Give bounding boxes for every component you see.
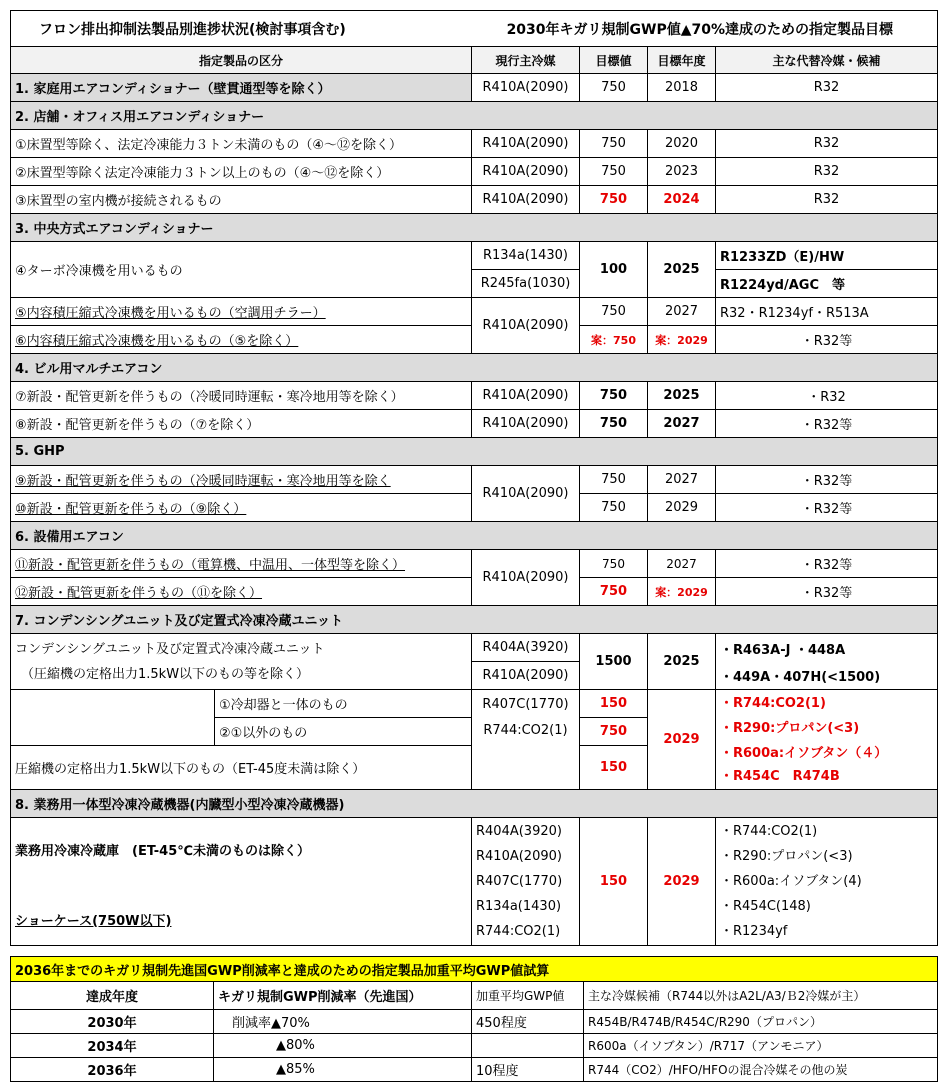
s5-r9-label xyxy=(10,466,472,494)
s1-label: 1. 家庭用エアコンディショナー（壁貫通型等を除く） xyxy=(10,74,472,102)
s1-year: 2018 xyxy=(648,74,716,102)
s5-r10-year: 2029 xyxy=(648,494,716,522)
s4-heading: 4. ビル用マルチエアコン xyxy=(10,354,938,382)
s8-year: 2029 xyxy=(648,818,716,946)
s2-r2-ref: R410A(2090) xyxy=(472,158,580,186)
header-category: 指定製品の区分 xyxy=(10,47,472,74)
s2-r1-ref: R410A(2090) xyxy=(472,130,580,158)
bottom-row1-year: 2034年 xyxy=(10,1034,214,1058)
bottom-row0-rate: 削減率▲70% xyxy=(214,1010,472,1034)
s5-r10-label xyxy=(10,494,472,522)
s2-r1-alt: R32 xyxy=(716,130,938,158)
s4-r7-value: 750 xyxy=(580,382,648,410)
bottom-row1-avg xyxy=(472,1034,584,1058)
bottom-banner: 2036年までのキガリ規制先進国GWP削減率と達成のための指定製品加重平均GWP値試算 xyxy=(10,956,938,982)
s2-r2-value: 750 xyxy=(580,158,648,186)
header-target-value: 目標値 xyxy=(580,47,648,74)
bottom-h-year: 達成年度 xyxy=(10,982,214,1010)
s6-r11-label xyxy=(10,550,472,578)
s4-r8-alt: ・R32等 xyxy=(716,410,938,438)
s3-r5-label-text: ⑤内容積圧縮式冷凍機を用いるもの（空調用チラー） xyxy=(15,306,326,321)
s3-r5-alt: R32・R1234yf・R513A xyxy=(716,298,938,326)
s7-alt5: ・R600a:イソブタン（４） xyxy=(720,746,888,761)
s2-r3-ref: R410A(2090) xyxy=(472,186,580,214)
s8-ref-3: R134a(1430) xyxy=(476,899,562,914)
s3-r4-label: ④ターボ冷凍機を用いるもの xyxy=(10,242,472,298)
s5-ref: R410A(2090) xyxy=(472,466,580,522)
s6-r11-label-text: ⑪新設・配管更新を伴うもの（電算機、中温用、一体型等を除く） xyxy=(15,558,406,573)
s7-main-label xyxy=(10,634,472,690)
bottom-h-rate: キガリ規制GWP削減率（先進国） xyxy=(214,982,472,1010)
s5-r10-alt: ・R32等 xyxy=(716,494,938,522)
s2-r3-alt: R32 xyxy=(716,186,938,214)
s2-r2-year: 2023 xyxy=(648,158,716,186)
s8-alt-0: ・R744:CO2(1) xyxy=(720,824,818,839)
s3-r5-label xyxy=(10,298,472,326)
s8-alt-2: ・R600a:イソブタン(4) xyxy=(720,874,862,889)
s3-r5-value: 750 xyxy=(580,298,648,326)
s8-value: 150 xyxy=(580,818,648,946)
s3-r4-ref1: R134a(1430) xyxy=(472,242,580,270)
sheet-title-bar xyxy=(10,10,938,47)
s3-r5-year: 2027 xyxy=(648,298,716,326)
s5-r10-label-text: ⑩新設・配管更新を伴うもの（⑨除く） xyxy=(15,502,247,517)
s6-r11-year: 2027 xyxy=(648,550,716,578)
s8-ref-1: R410A(2090) xyxy=(476,849,562,864)
s2-r3-year: 2024 xyxy=(648,186,716,214)
s8-alt-1: ・R290:プロパン(<3) xyxy=(720,849,853,864)
s3-r6-label xyxy=(10,326,472,354)
s8-alt-3: ・R454C(148) xyxy=(720,899,811,914)
s6-r11-value: 750 xyxy=(580,550,648,578)
s2-r1-year: 2020 xyxy=(648,130,716,158)
s5-r9-year: 2027 xyxy=(648,466,716,494)
s3-r6-year: 案：2029 xyxy=(648,326,716,354)
s6-r12-alt: ・R32等 xyxy=(716,578,938,606)
s8-refs xyxy=(472,818,580,946)
s8-alts xyxy=(716,818,938,946)
s4-r7-year: 2025 xyxy=(648,382,716,410)
title-left: フロン排出抑制法製品別進捗状況(検討事項含む) xyxy=(39,21,346,38)
s6-ref: R410A(2090) xyxy=(472,550,580,606)
s7-sub-spacer xyxy=(10,690,214,746)
s6-r12-label xyxy=(10,578,472,606)
s7-alt2: ・449A・407H(<1500) xyxy=(716,662,938,690)
s6-r12-label-text: ⑫新設・配管更新を伴うもの（⑪を除く） xyxy=(15,586,263,601)
s6-r12-year: 案：2029 xyxy=(648,578,716,606)
s3-r6-value: 案：750 xyxy=(580,326,648,354)
s7-small-value: 150 xyxy=(580,746,648,790)
s5-r9-label-text: ⑨新設・配管更新を伴うもの（冷暖同時運転・寒冷地用等を除く xyxy=(15,474,391,489)
s5-r10-value: 750 xyxy=(580,494,648,522)
s8-ref-0: R404A(3920) xyxy=(476,824,562,839)
s5-r9-alt: ・R32等 xyxy=(716,466,938,494)
bottom-row2-rate: ▲85% xyxy=(214,1058,472,1082)
s2-r3-label: ③床置型の室内機が接続されるもの xyxy=(10,186,472,214)
s7-main-year: 2025 xyxy=(648,634,716,690)
s1-value: 750 xyxy=(580,74,648,102)
s3-r4-alt1: R1233ZD（E)/HW xyxy=(716,242,938,270)
s7-alt1: ・R463A-J ・448A xyxy=(716,634,938,662)
s4-r8-value: 750 xyxy=(580,410,648,438)
s6-r12-value: 750 xyxy=(580,578,648,606)
s4-r7-ref: R410A(2090) xyxy=(472,382,580,410)
s5-r9-value: 750 xyxy=(580,466,648,494)
s6-heading: 6. 設備用エアコン xyxy=(10,522,938,550)
s1-refrigerant: R410A(2090) xyxy=(472,74,580,102)
s7-ref1: R404A(3920) xyxy=(472,634,580,662)
bottom-row2-avg: 10程度 xyxy=(472,1058,584,1082)
s2-r2-label: ②床置型等除く法定冷凍能力３トン以上のもの（④～⑫を除く） xyxy=(10,158,472,186)
s8-alt-4: ・R1234yf xyxy=(720,924,788,939)
s3-r6-label-text: ⑥内容積圧縮式冷凍機を用いるもの（⑤を除く） xyxy=(15,334,299,349)
header-alternatives: 主な代替冷媒・候補 xyxy=(716,47,938,74)
title-right: 2030年キガリ規制GWP値▲70%達成のための指定製品目標 xyxy=(506,21,893,38)
s8-label2: ショーケース(750W以下) xyxy=(15,914,172,929)
s7-small-label: 圧縮機の定格出力1.5kW以下のもの（ET-45度未満は除く） xyxy=(10,746,472,790)
bottom-row0-avg: 450程度 xyxy=(472,1010,584,1034)
s2-r3-value: 750 xyxy=(580,186,648,214)
header-target-year: 目標年度 xyxy=(648,47,716,74)
s4-r7-alt: ・R32 xyxy=(716,382,938,410)
bottom-h-cand: 主な冷媒候補（R744以外はA2L/A3/Ｂ2冷媒が主） xyxy=(584,982,938,1010)
s7-alt3: ・R744:CO2(1) xyxy=(720,696,826,711)
bottom-row2-cand: R744（CO2）/HFO/HFOの混合冷媒その他の炭 xyxy=(584,1058,938,1082)
s7-ref2: R410A(2090) xyxy=(472,662,580,690)
s2-heading: 2. 店舗・オフィス用エアコンディショナー xyxy=(10,102,938,130)
s8-ref-2: R407C(1770) xyxy=(476,874,563,889)
s1-alt: R32 xyxy=(716,74,938,102)
s7-ref4: R744:CO2(1) xyxy=(472,718,580,790)
bottom-row0-cand: R454B/R474B/R454C/R290（プロパン） xyxy=(584,1010,938,1034)
s3-r6-alt: ・R32等 xyxy=(716,326,938,354)
bottom-row1-rate: ▲80% xyxy=(214,1034,472,1058)
s2-r1-label: ①床置型等除く、法定冷凍能力３トン未満のもの（④～⑫を除く） xyxy=(10,130,472,158)
s3-heading: 3. 中央方式エアコンディショナー xyxy=(10,214,938,242)
s8-labels xyxy=(10,818,472,946)
s7-sub1-label: ①冷却器と一体のもの xyxy=(214,690,472,718)
s6-r11-alt: ・R32等 xyxy=(716,550,938,578)
s3-r56-ref: R410A(2090) xyxy=(472,298,580,354)
s7-sub2-value: 750 xyxy=(580,718,648,746)
bottom-row2-year: 2036年 xyxy=(10,1058,214,1082)
s4-r8-label: ⑧新設・配管更新を伴うもの（⑦を除く） xyxy=(10,410,472,438)
s2-r2-alt: R32 xyxy=(716,158,938,186)
s7-main-value: 1500 xyxy=(580,634,648,690)
s4-r8-year: 2027 xyxy=(648,410,716,438)
s3-r4-value: 100 xyxy=(580,242,648,298)
s8-ref-4: R744:CO2(1) xyxy=(476,924,561,939)
s4-r7-label: ⑦新設・配管更新を伴うもの（冷暖同時運転・寒冷地用等を除く） xyxy=(10,382,472,410)
s5-heading: 5. GHP xyxy=(10,438,938,466)
s8-heading: 8. 業務用一体型冷凍冷蔵機器(内臓型小型冷凍冷蔵機器) xyxy=(10,790,938,818)
s4-r8-ref: R410A(2090) xyxy=(472,410,580,438)
s3-r4-ref2: R245fa(1030) xyxy=(472,270,580,298)
s7-sub-year: 2029 xyxy=(648,690,716,790)
s3-r4-alt2: R1224yd/AGC 等 xyxy=(716,270,938,298)
s7-alt6: ・R454C R474B xyxy=(720,769,840,784)
s7-alt-list xyxy=(716,690,938,790)
s7-alt4: ・R290:プロパン(<3) xyxy=(720,721,860,736)
bottom-h-avg: 加重平均GWP値 xyxy=(472,982,584,1010)
bottom-row0-year: 2030年 xyxy=(10,1010,214,1034)
s2-r1-value: 750 xyxy=(580,130,648,158)
s7-ref3: R407C(1770) xyxy=(472,690,580,718)
s7-main-line2: （圧縮機の定格出力1.5kW以下のもの等を除く） xyxy=(21,666,310,682)
header-refrigerant: 現行主冷媒 xyxy=(472,47,580,74)
s7-main-line1: コンデンシングユニット及び定置式冷凍冷蔵ユニット xyxy=(15,641,325,657)
bottom-row1-cand: R600a（イソブタン）/R717（アンモニア） xyxy=(584,1034,938,1058)
s7-heading: 7. コンデンシングユニット及び定置式冷凍冷蔵ユニット xyxy=(10,606,938,634)
s8-label1: 業務用冷凍冷蔵庫 (ET-45℃未満のものは除く） xyxy=(15,844,311,859)
s7-sub2-label: ②①以外のもの xyxy=(214,718,472,746)
s3-r4-year: 2025 xyxy=(648,242,716,298)
s7-sub1-value: 150 xyxy=(580,690,648,718)
